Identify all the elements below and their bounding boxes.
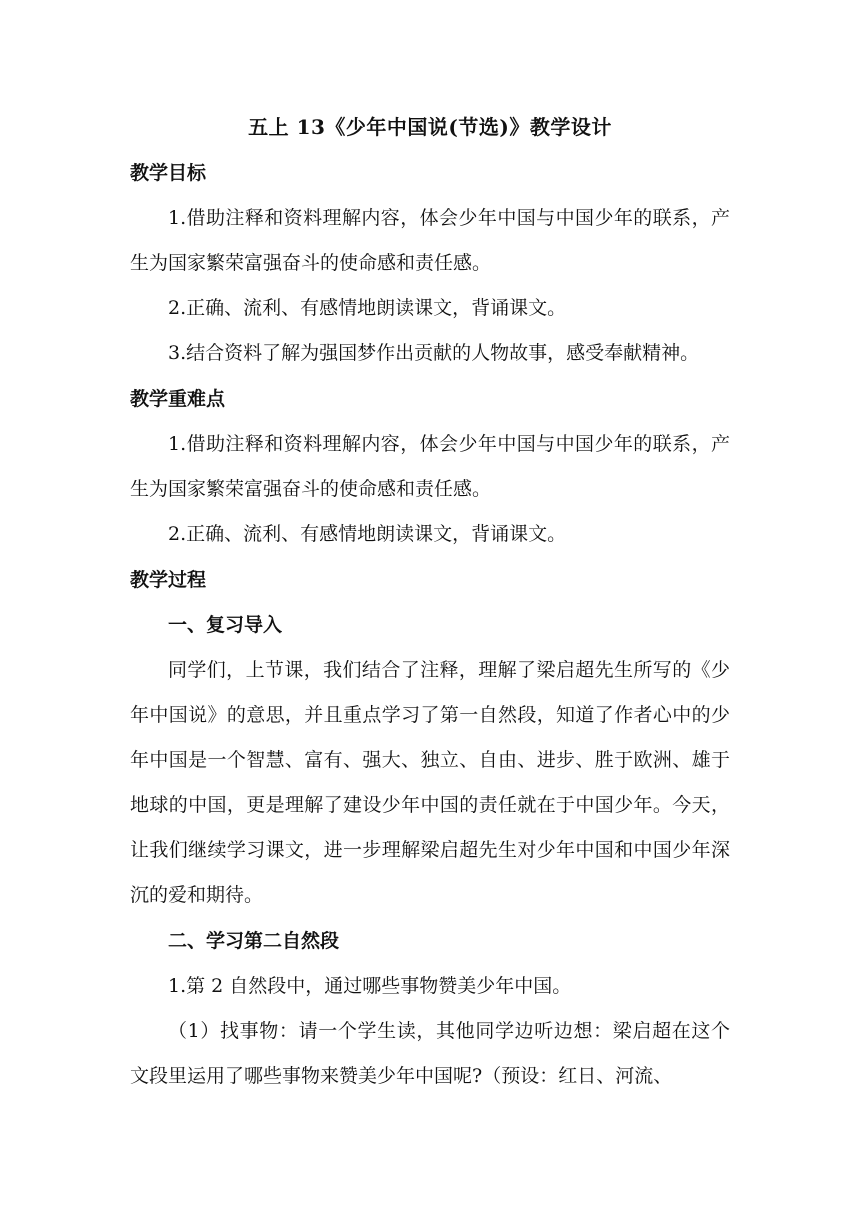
section-heading-objectives: 教学目标: [130, 162, 207, 184]
objective-item-2: 2.正确、流利、有感情地朗读课文，背诵课文。: [168, 297, 567, 319]
process-step-2-item-2: （1）找事物：请一个学生读，其他同学边听边想：梁启超在这个文段里运用了哪些事物来赞美少年中国呢?（预设：红日、河流、: [130, 1020, 730, 1087]
document-body: [130, 112, 730, 1099]
key-point-item-1: 1.借助注释和资料理解内容，体会少年中国与中国少年的联系，产生为国家繁荣富强奋斗的使命感和责任感。: [130, 433, 730, 500]
document-title: 五上 13《少年中国说(节选)》教学设计: [248, 115, 612, 139]
objective-item-3: 3.结合资料了解为强国梦作出贡献的人物故事，感受奉献精神。: [168, 342, 700, 364]
process-step-2-item-1: 1.第 2 自然段中，通过哪些事物赞美少年中国。: [168, 975, 572, 997]
section-heading-process: 教学过程: [130, 569, 207, 591]
key-point-item-2: 2.正确、流利、有感情地朗读课文，背诵课文。: [168, 523, 567, 545]
process-step-1-heading: 一、复习导入: [168, 614, 283, 636]
objective-item-1: 1.借助注释和资料理解内容，体会少年中国与中国少年的联系，产生为国家繁荣富强奋斗的使命感和责任感。: [130, 207, 730, 274]
process-step-1-text: 同学们，上节课，我们结合了注释，理解了梁启超先生所写的《少年中国说》的意思，并且重点学习了第一自然段，知道了作者心中的少年中国是一个智慧、富有、强大、独立、自由、进步、胜于欧洲、雄于地球的中国，更是理解了建设少年中国的责任就在于中国少年。今天，让我们继续学习课文，进一步理解梁启超先生对少年中国和中国少年深沉的爱和期待。: [130, 659, 730, 906]
process-step-2-heading: 二、学习第二自然段: [168, 930, 340, 952]
section-heading-key-points: 教学重难点: [130, 388, 226, 410]
